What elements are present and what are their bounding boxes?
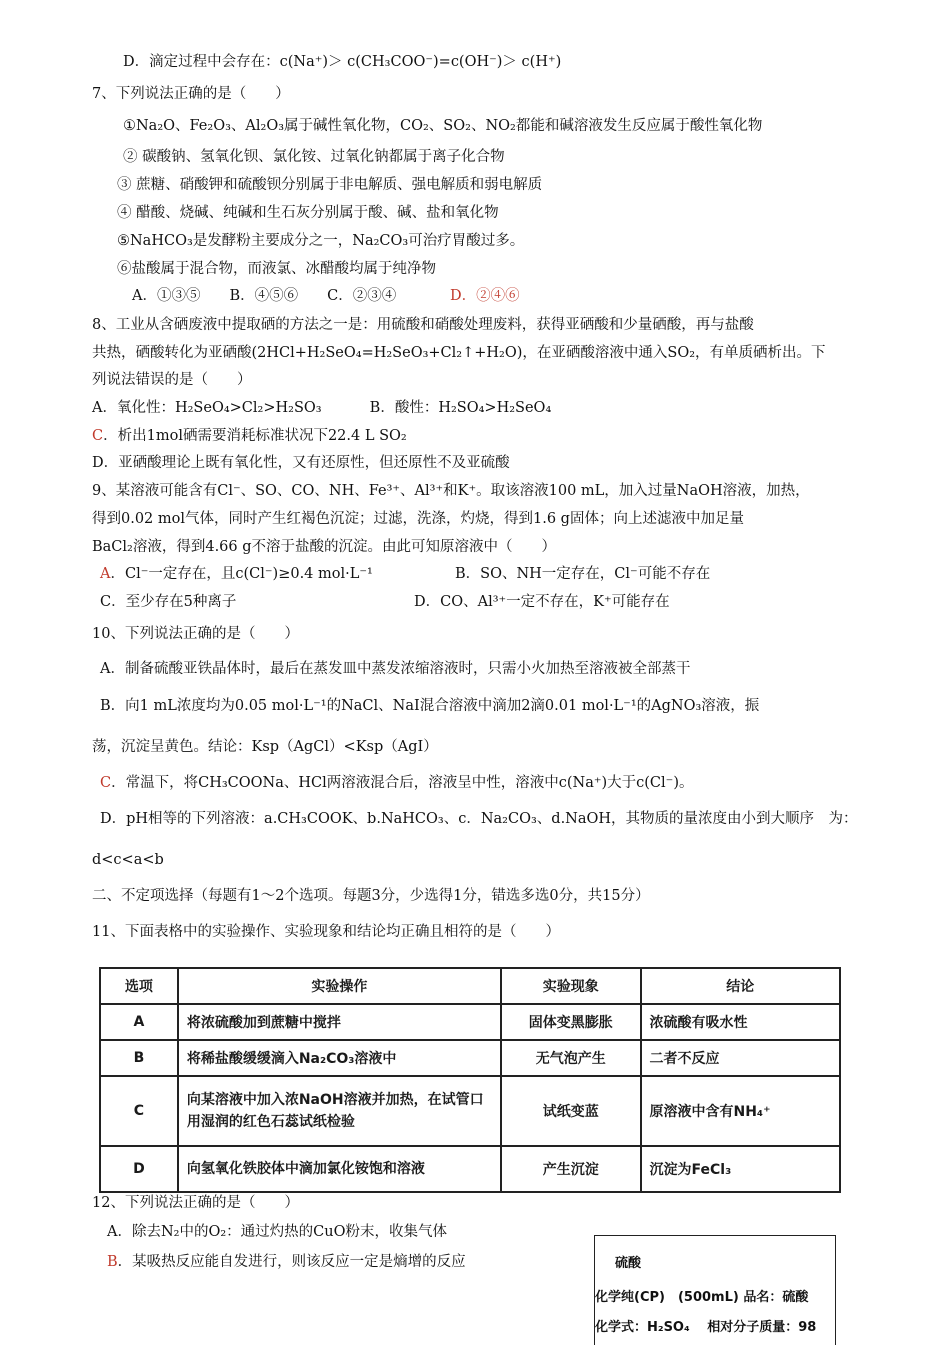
table-cell: 无气泡产生 [501, 1040, 641, 1076]
q10-answer-mark: C [100, 775, 112, 791]
q7-statement-1: ①Na₂O、Fe₂O₃、Al₂O₃属于碱性氧化物，CO₂、SO₂、NO₂都能和碱溶液发生反应属于酸性氧化物 [123, 118, 763, 134]
experiment-table [99, 967, 841, 1193]
q8-option-d: D．亚硒酸理论上既有氧化性，又有还原性，但还原性不及亚硫酸 [92, 455, 510, 471]
reagent-label-line-2: 化学式：H₂SO₄ 相对分子质量：98 [595, 1320, 817, 1335]
q9-option-a-text: ．Cl⁻一定存在，且c(Cl⁻)≥0.4 mol·L⁻¹ [110, 566, 373, 582]
q8-option-c [92, 426, 407, 446]
table-cell: D [100, 1146, 178, 1192]
table-cell: 原溶液中含有NH₄⁺ [641, 1076, 841, 1146]
q9-stem-3: BaCl₂溶液，得到4.66 g不溶于盐酸的沉淀。由此可知原溶液中（ ） [92, 539, 557, 555]
q8-stem-3: 列说法错误的是（ ） [92, 372, 252, 388]
table-cell: 试纸变蓝 [501, 1076, 641, 1146]
table-cell: 浓硫酸有吸水性 [641, 1004, 841, 1040]
q8-options-ab: A．氧化性：H₂SeO₄>Cl₂>H₂SO₃ B．酸性：H₂SO₄>H₂SeO₄ [92, 400, 552, 416]
q8-stem-2: 共热，硒酸转化为亚硒酸(2HCl+H₂SeO₄=H₂SeO₃+Cl₂↑+H₂O)，在亚硒酸溶液中通入SO₂，有单质硒析出。下 [92, 345, 826, 361]
q12-option-b-text: ．某吸热反应能自发进行，则该反应一定是熵增的反应 [117, 1254, 466, 1270]
q7-statement-5: ⑤NaHCO₃是发酵粉主要成分之一，Na₂CO₃可治疗胃酸过多。 [117, 233, 525, 249]
table-cell: A [100, 1004, 178, 1040]
q10-option-d-1: D．pH相等的下列溶液：a.CH₃COOK、b.NaHCO₃、c．Na₂CO₃、d.NaOH，其物质的量浓度由小到大顺序 为： [100, 811, 858, 827]
q12-option-b [107, 1252, 466, 1272]
section-2-heading: 二、不定项选择（每题有1～2个选项。每题3分，少选得1分，错选多选0分，共15分） [92, 888, 650, 904]
q12-answer-mark: B [107, 1254, 118, 1270]
q7-statement-4: ④ 醋酸、烧碱、纯碱和生石灰分别属于酸、碱、盐和氧化物 [117, 205, 499, 221]
table-cell: 向氢氧化铁胶体中滴加氯化铵饱和溶液 [178, 1146, 501, 1192]
table-row [100, 1076, 840, 1146]
q10-option-b-1: B．向1 mL浓度均为0.05 mol·L⁻¹的NaCl、NaI混合溶液中滴加2滴0.01 mol·L⁻¹的AgNO₃溶液，振 [100, 698, 760, 714]
q6-option-d: D．滴定过程中会存在：c(Na⁺)＞ c(CH₃COO⁻)=c(OH⁻)＞ c(H⁺) [123, 54, 562, 70]
table-cell: 固体变黑膨胀 [501, 1004, 641, 1040]
q7-option-d-answer: D．②④⑥ [450, 288, 520, 304]
q7-statement-2: ② 碳酸钠、氢氧化钡、氯化铵、过氧化钠都属于离子化合物 [123, 149, 505, 165]
table-cell: 二者不反应 [641, 1040, 841, 1076]
q11-stem: 11、下面表格中的实验操作、实验现象和结论均正确且相符的是（ ） [92, 924, 560, 940]
table-cell: C [100, 1076, 178, 1146]
q9-stem-2: 得到0.02 mol气体，同时产生红褐色沉淀；过滤，洗涤，灼烧，得到1.6 g固体；向上述滤液中加足量 [92, 511, 744, 527]
table-row [100, 1004, 840, 1040]
reagent-label-title: 硫酸 [615, 1256, 642, 1271]
q7-statement-6: ⑥盐酸属于混合物，而液氯、冰醋酸均属于纯净物 [117, 261, 436, 277]
q9-stem-1: 9、某溶液可能含有Cl⁻、SO、CO、NH、Fe³⁺、Al³⁺和K⁺。取该溶液100 mL，加入过量NaOH溶液，加热， [92, 483, 810, 499]
q10-stem: 10、下列说法正确的是（ ） [92, 626, 299, 642]
reagent-label-box [594, 1235, 836, 1345]
q12-stem: 12、下列说法正确的是（ ） [92, 1195, 299, 1211]
table-cell: 将浓硫酸加到蔗糖中搅拌 [178, 1004, 501, 1040]
q9-option-a [100, 564, 373, 584]
table-cell: 产生沉淀 [501, 1146, 641, 1192]
q10-option-c-text: ．常温下，将CH₃COONa、HCl两溶液混合后，溶液呈中性，溶液中c(Na⁺)大于c(Cl⁻)。 [111, 775, 694, 791]
q9-option-d: D．CO、Al³⁺一定不存在，K⁺可能存在 [414, 594, 670, 610]
q7-statement-3: ③ 蔗糖、硝酸钾和硫酸钡分别属于非电解质、强电解质和弱电解质 [117, 177, 543, 193]
q7-stem: 7、下列说法正确的是（ ） [92, 86, 290, 102]
q8-stem-1: 8、工业从含硒废液中提取硒的方法之一是：用硫酸和硝酸处理废料，获得亚硒酸和少量硒酸，再与盐酸 [92, 317, 754, 333]
q10-option-a: A．制备硫酸亚铁晶体时，最后在蒸发皿中蒸发浓缩溶液时，只需小火加热至溶液被全部蒸干 [100, 661, 691, 677]
q10-option-b-2: 荡，沉淀呈黄色。结论：Ksp（AgCl）<Ksp（AgI） [92, 739, 438, 755]
table-row [100, 1146, 840, 1192]
q8-answer-mark: C [92, 428, 104, 444]
table-header: 实验现象 [501, 968, 641, 1004]
table-header: 选项 [100, 968, 178, 1004]
q8-option-c-text: ．析出1mol硒需要消耗标准状况下22.4 L SO₂ [103, 428, 407, 444]
q7-options-abc: A．①③⑤ B．④⑤⑥ C．②③④ [132, 288, 397, 304]
q10-option-c [100, 773, 693, 793]
table-cell: 将稀盐酸缓缓滴入Na₂CO₃溶液中 [178, 1040, 501, 1076]
q9-answer-mark: A [100, 566, 111, 582]
table-header-row [100, 968, 840, 1004]
q10-option-d-2: d<c<a<b [92, 852, 164, 868]
table-row [100, 1040, 840, 1076]
q12-option-a: A．除去N₂中的O₂：通过灼热的CuO粉末，收集气体 [107, 1224, 447, 1240]
q9-option-c: C．至少存在5种离子 [100, 594, 237, 610]
q9-option-b: B．SO、NH一定存在，Cl⁻可能不存在 [455, 566, 711, 582]
table-header: 结论 [641, 968, 841, 1004]
reagent-label-line-1: 化学纯(CP) (500mL) 品名：硫酸 [595, 1290, 809, 1305]
table-header: 实验操作 [178, 968, 501, 1004]
table-cell: B [100, 1040, 178, 1076]
table-cell: 向某溶液中加入浓NaOH溶液并加热，在试管口用湿润的红色石蕊试纸检验 [178, 1076, 501, 1146]
table-cell: 沉淀为FeCl₃ [641, 1146, 841, 1192]
